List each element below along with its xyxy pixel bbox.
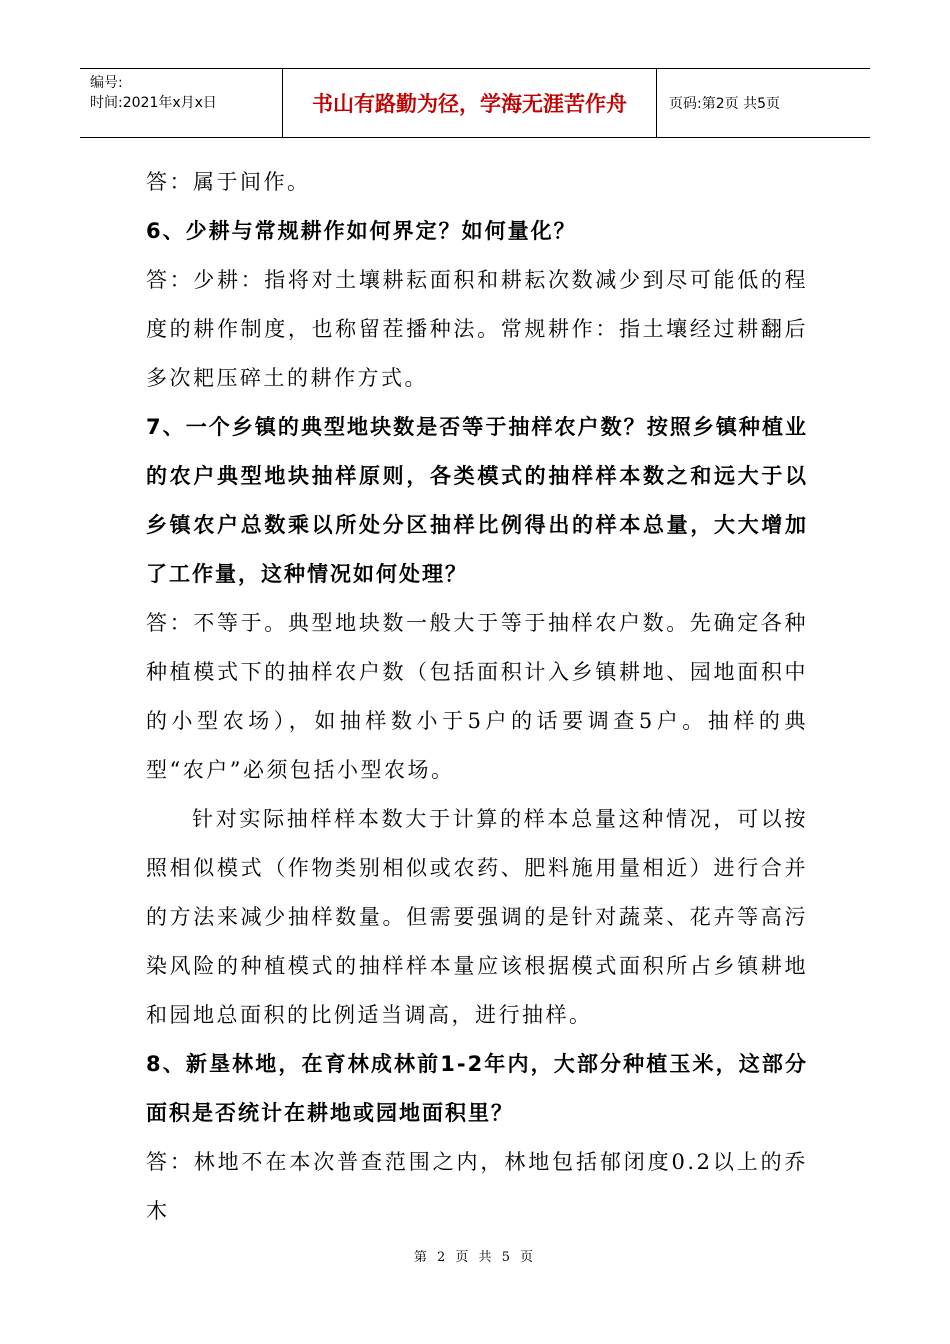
answer-5: 答：属于间作。 — [146, 170, 311, 194]
answer-8: 答：林地不在本次普查范围之内，林地包括郁闭度0.2以上的乔木 — [146, 1150, 808, 1223]
answer-7-continued: 针对实际抽样样本数大于计算的样本总量这种情况，可以按照相似模式（作物类别相似或农药、肥料施用量相近）进行合并的方法来减少抽样数量。但需要强调的是针对蔬菜、花卉等高污染风险的种植模式的抽样样本量应该根据模式面积所占乡镇耕地和园地总面积的比例适当调高，进行抽样。 — [146, 807, 808, 1027]
document-header — [80, 68, 870, 138]
document-body — [146, 158, 808, 1236]
header-page-info — [657, 69, 870, 137]
page-info-text: 页码:第2页 共5页 — [669, 96, 780, 112]
question-6: 6、少耕与常规耕作如何界定？如何量化？ — [146, 219, 577, 243]
page-footer: 第 2 页 共 5 页 — [413, 1250, 537, 1265]
time-label: 时间:2021年x月x日 — [90, 95, 217, 111]
answer-7: 答：不等于。典型地块数一般大于等于抽样农户数。先确定各种种植模式下的抽样农户数（包括面积计入乡镇耕地、园地面积中的小型农场），如抽样数小于5户的话要调查5户。抽样的典型“农户”必须包括小型农场。 — [146, 611, 808, 782]
header-meta — [80, 69, 283, 137]
question-8: 8、新垦林地，在育林成林前1-2年内，大部分种植玉米，这部分面积是否统计在耕地或园地面积里？ — [146, 1052, 808, 1125]
question-7: 7、一个乡镇的典型地块数是否等于抽样农户数？按照乡镇种植业的农户典型地块抽样原则，各类模式的抽样样本数之和远大于以乡镇农户总数乘以所处分区抽样比例得出的样本总量，大大增加了工作量，这种情况如何处理？ — [146, 415, 808, 586]
answer-6: 答：少耕：指将对土壤耕耘面积和耕耘次数减少到尽可能低的程度的耕作制度，也称留茬播种法。常规耕作：指土壤经过耕翻后多次耙压碎土的耕作方式。 — [146, 268, 808, 390]
header-motto: 书山有路勤为径，学海无涯苦作舟 — [283, 69, 657, 137]
code-label: 编号: — [90, 75, 123, 91]
